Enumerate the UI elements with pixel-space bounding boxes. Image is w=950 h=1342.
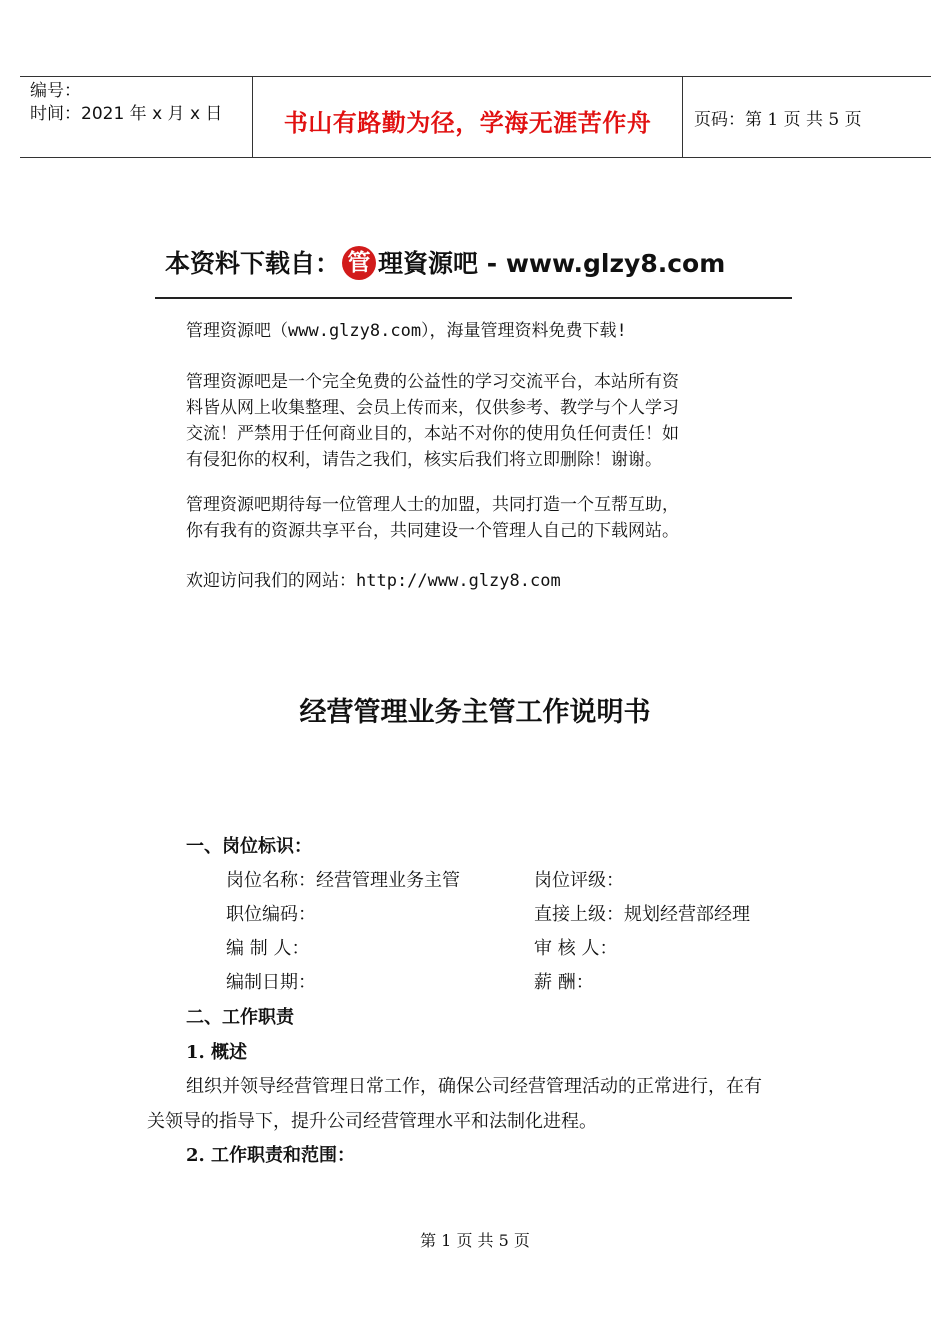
ad-line: 管理资源吧期待每一位管理人士的加盟，共同打造一个互帮互助， [186,495,679,515]
banner-divider [155,297,792,299]
banner-brand: 理資源吧 [378,249,479,278]
ad-paragraph-disclaimer [186,369,786,473]
field-date: 编制日期： [226,972,316,993]
page-footer: 第 1 页 共 5 页 [420,1231,530,1250]
page-header [20,76,931,158]
field-post-name: 岗位名称：经营管理业务主管 [226,870,460,891]
time-label: 时间：2021 年 x 月 x 日 [30,104,223,124]
number-label: 编号： [30,81,81,101]
field-reviewer: 审 核 人： [534,938,618,959]
banner-url: www.glzy8.com [505,249,726,278]
ad-paragraph-invite [186,492,786,544]
ad-line: 欢迎访问我们的网站：http://www.glzy8.com [186,571,561,591]
ad-line: 管理资源吧（www.glzy8.com），海量管理资料免费下载! [186,321,627,341]
ad-visit [186,568,786,594]
section-heading-duties: 二、工作职责 [186,1007,294,1028]
ad-line: 交流！严禁用于任何商业目的，本站不对你的使用负任何责任！如 [186,424,679,444]
section-heading-post-id: 一、岗位标识： [186,836,312,857]
ad-line: 有侵犯你的权利，请告之我们，核实后我们将立即删除！谢谢。 [186,450,662,470]
ad-intro [186,318,786,344]
subheading-overview: 1. 概述 [186,1042,248,1063]
field-salary: 薪 酬： [534,972,594,993]
field-post-code: 职位编码： [226,904,316,925]
download-banner [165,242,725,286]
ad-line: 管理资源吧是一个完全免费的公益性的学习交流平台，本站所有资 [186,372,679,392]
field-post-grade: 岗位评级： [534,870,624,891]
header-motto: 书山有路勤为径，学海无涯苦作舟 [252,77,683,157]
banner-dash: - [478,249,506,278]
field-superior: 直接上级：规划经营部经理 [534,904,750,925]
subheading-scope: 2. 工作职责和范围： [186,1145,356,1166]
field-compiler: 编 制 人： [226,938,310,959]
document-title: 经营管理业务主管工作说明书 [299,697,651,728]
overview-text-line-1: 组织并领导经营管理日常工作，确保公司经营管理活动的正常进行，在有 [186,1076,762,1097]
header-meta [20,77,252,157]
header-page-number: 页码：第 1 页 共 5 页 [694,110,862,130]
ad-line: 你有我有的资源共享平台，共同建设一个管理人自己的下载网站。 [186,521,679,541]
ad-line: 料皆从网上收集整理、会员上传而来，仅供参考、教学与个人学习 [186,398,679,418]
brand-seal-icon: 管 [342,246,376,280]
banner-prefix: 本资料下载自： [165,249,341,278]
overview-text-line-2: 关领导的指导下，提升公司经营管理水平和法制化进程。 [147,1111,597,1132]
